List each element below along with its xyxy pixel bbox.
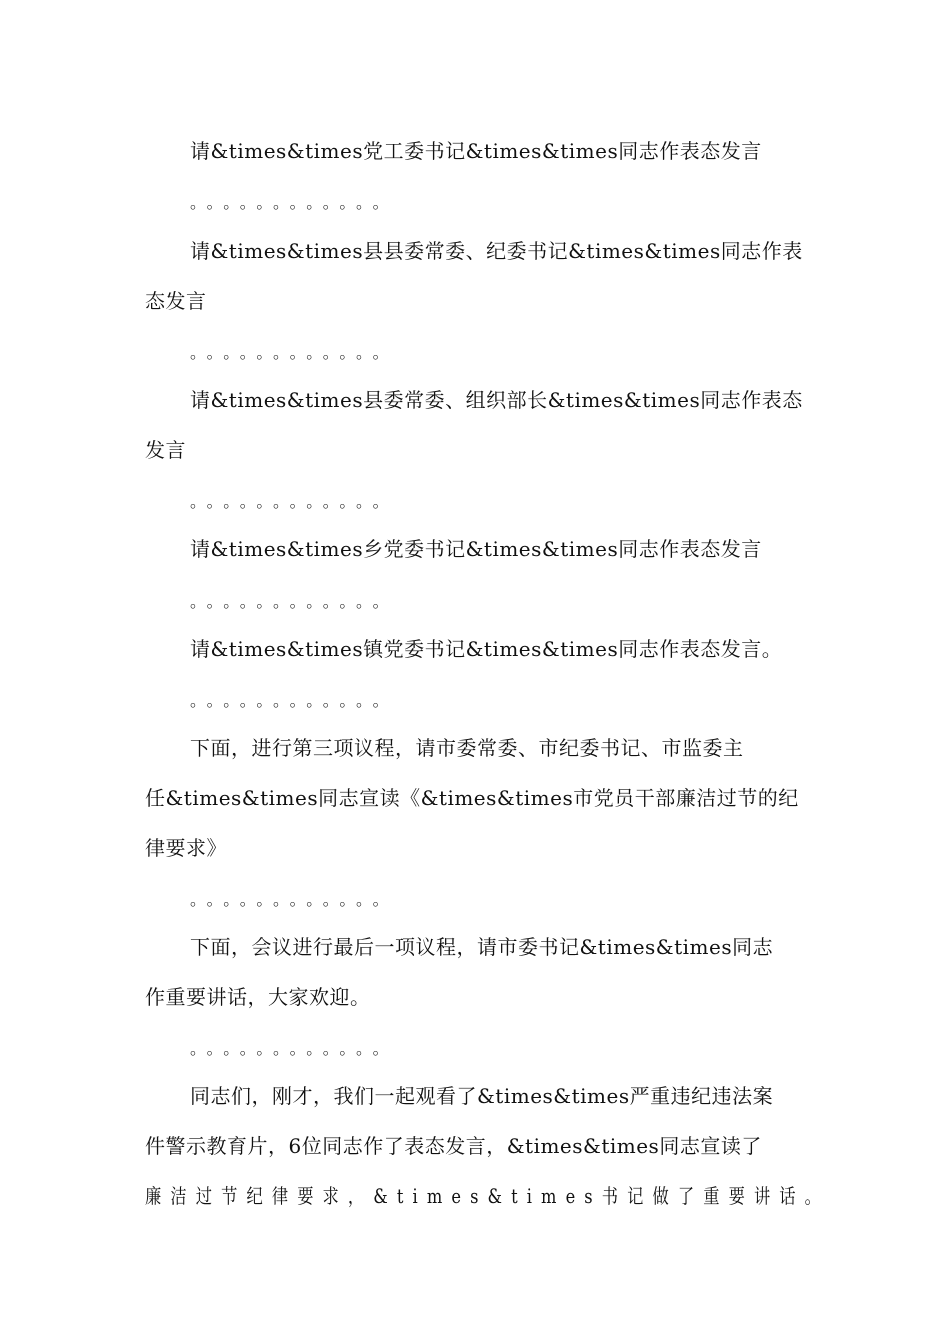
dot-separator: 。。。。。。。。。。。。 <box>190 343 398 362</box>
dot-separator: 。。。。。。。。。。。。 <box>190 890 398 909</box>
dot-separator: 。。。。。。。。。。。。 <box>190 492 398 511</box>
paragraph-line: 律要求》 <box>145 836 227 860</box>
paragraph-line: 请&times&times党工委书记&times&times同志作表态发言 <box>190 139 762 163</box>
paragraph-line: 请&times&times镇党委书记&times&times同志作表态发言。 <box>190 637 783 661</box>
paragraph-line: 请&times&times县委常委、组织部长&times&times同志作表态 <box>190 388 803 412</box>
paragraph-line: 请&times&times县县委常委、纪委书记&times&times同志作表 <box>190 239 803 263</box>
paragraph-line: 态发言 <box>145 289 207 313</box>
paragraph-line: 下面，会议进行最后一项议程，请市委书记&times&times同志 <box>190 935 774 959</box>
paragraph-line: 同志们，刚才，我们一起观看了&times&times严重违纪违法案 <box>190 1084 774 1108</box>
paragraph-line: 件警示教育片，6位同志作了表态发言，&times&times同志宣读了 <box>145 1134 762 1158</box>
paragraph-line: 廉洁过节纪律要求，&times&times书记做了重要讲话。 <box>145 1184 831 1208</box>
paragraph-line: 任&times&times同志宣读《&times&times市党员干部廉洁过节的纪 <box>145 786 799 810</box>
dot-separator: 。。。。。。。。。。。。 <box>190 193 398 212</box>
paragraph-line: 请&times&times乡党委书记&times&times同志作表态发言 <box>190 537 762 561</box>
paragraph-line: 下面，进行第三项议程，请市委常委、市纪委书记、市监委主 <box>190 736 744 760</box>
dot-separator: 。。。。。。。。。。。。 <box>190 691 398 710</box>
paragraph-line: 作重要讲话，大家欢迎。 <box>145 985 371 1009</box>
dot-separator: 。。。。。。。。。。。。 <box>190 1039 398 1058</box>
dot-separator: 。。。。。。。。。。。。 <box>190 592 398 611</box>
paragraph-line: 发言 <box>145 438 186 462</box>
